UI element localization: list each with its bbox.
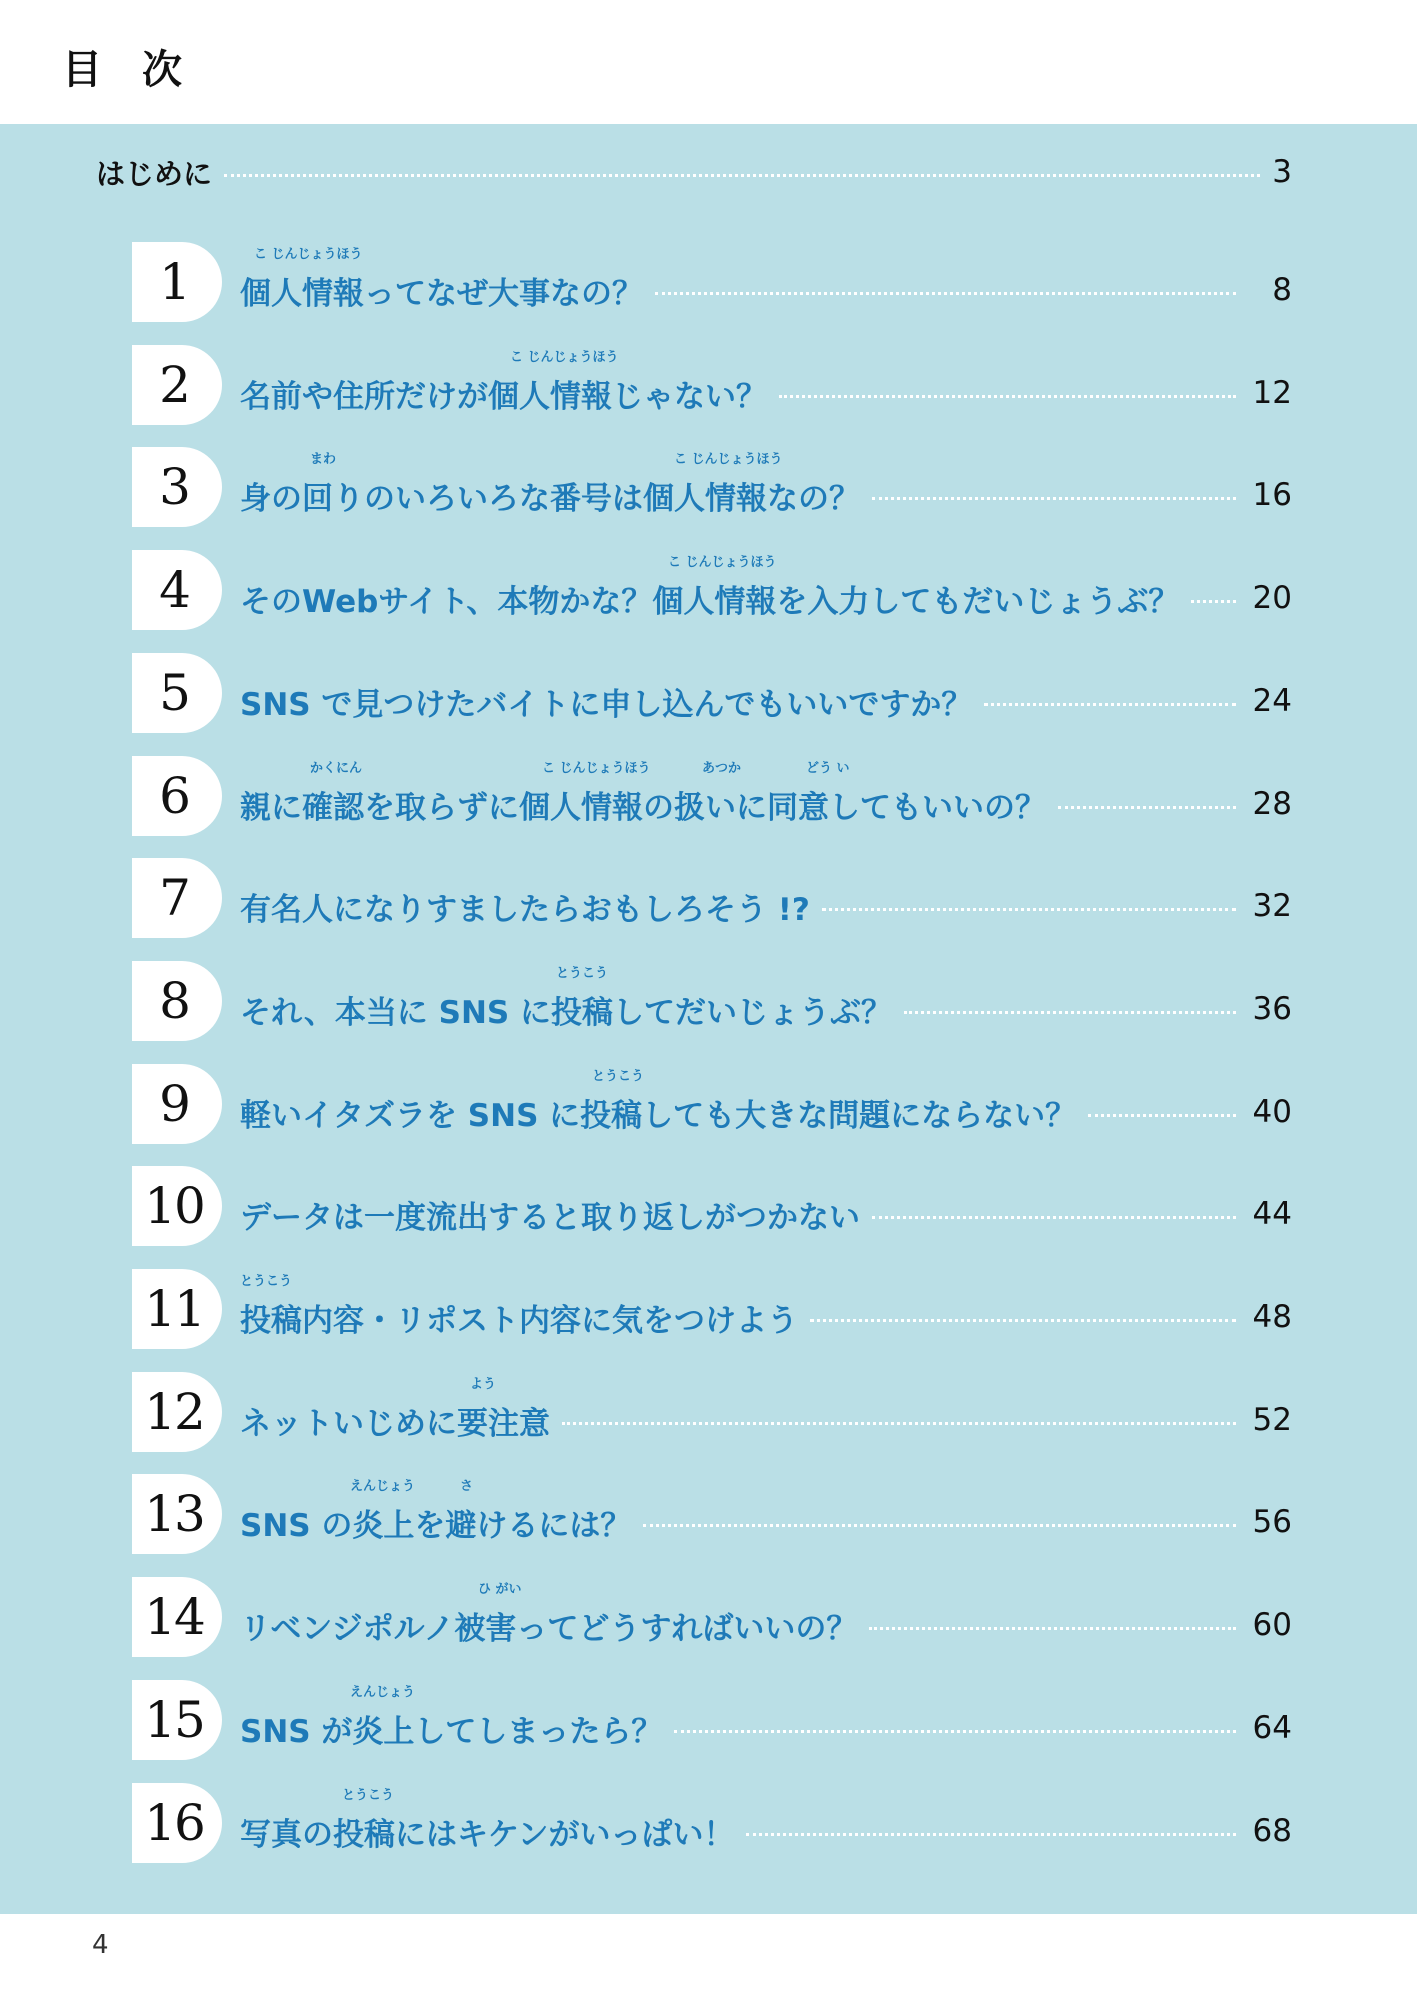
toc-entry[interactable]: [132, 547, 1292, 633]
chapter-number: 6: [159, 767, 189, 825]
chapter-page-number: 20: [1252, 580, 1292, 616]
chapter-number: 7: [159, 869, 189, 927]
furigana: さ: [460, 1479, 474, 1494]
furigana: えんじょう: [350, 1479, 416, 1494]
toc-entry-line: [240, 1092, 1292, 1132]
chapter-number: 12: [144, 1383, 204, 1441]
chapter-title: 有名人になりすましたらおもしろそう !?: [240, 891, 810, 928]
chapter-page-number: 60: [1252, 1607, 1292, 1643]
chapter-number-tab: [132, 447, 222, 527]
chapter-page-number: 8: [1272, 272, 1292, 308]
dotted-leader: [779, 395, 1236, 398]
toc-entry-line: [240, 578, 1292, 618]
furigana: とうこう: [556, 966, 609, 981]
toc-entry-line: [240, 1297, 1292, 1337]
chapter-page-number: 36: [1252, 991, 1292, 1027]
chapter-page-number: 24: [1252, 683, 1292, 719]
toc-entry-line: [240, 1400, 1292, 1440]
toc-entry[interactable]: [132, 342, 1292, 428]
chapter-title: ネットいじめに要注意: [240, 1405, 550, 1442]
furigana: よう: [470, 1377, 497, 1392]
chapter-number-tab: [132, 756, 222, 836]
chapter-title: SNS で見つけたバイトに申し込んでもいいですか？: [240, 686, 973, 723]
furigana: どう い: [806, 761, 850, 776]
toc-entry[interactable]: [132, 239, 1292, 325]
chapter-number-tab: [132, 653, 222, 733]
chapter-page-number: 56: [1252, 1504, 1292, 1540]
furigana: あつか: [702, 761, 742, 776]
dotted-leader: [1191, 600, 1236, 603]
toc-entry-line: [240, 681, 1292, 721]
toc-entry-line: [240, 475, 1292, 515]
chapter-number: 5: [159, 664, 189, 722]
dotted-leader: [822, 908, 1236, 911]
intro-label: はじめに: [96, 156, 213, 191]
chapter-title: データは一度流出すると取り返しがつかない: [240, 1199, 860, 1236]
toc-entry-line: [240, 373, 1292, 413]
chapter-title: 写真の投稿にはキケンがいっぱい！: [240, 1816, 735, 1853]
chapter-title: 親に確認を取らずに個人情報の扱いに同意してもいいの？: [240, 789, 1046, 826]
chapter-number-tab: [132, 961, 222, 1041]
chapter-number: 16: [144, 1794, 204, 1852]
page-number: 4: [92, 1930, 109, 1960]
toc-entry-line: [240, 989, 1292, 1029]
chapter-title: 名前や住所だけが個人情報じゃない？: [240, 378, 767, 415]
furigana: こ じんじょうほう: [674, 452, 783, 467]
furigana: えんじょう: [350, 1685, 416, 1700]
furigana: ひ がい: [478, 1582, 522, 1597]
toc-entry-line: [240, 1605, 1292, 1645]
furigana: とうこう: [592, 1069, 645, 1084]
furigana: とうこう: [342, 1788, 395, 1803]
chapter-number: 9: [159, 1075, 189, 1133]
chapter-title: 個人情報ってなぜ大事なの？: [240, 275, 643, 312]
dotted-leader: [872, 1216, 1236, 1219]
toc-entry-line: [240, 1194, 1292, 1234]
toc-entry-line: [240, 886, 1292, 926]
dotted-leader: [1058, 806, 1236, 809]
chapter-page-number: 64: [1252, 1710, 1292, 1746]
chapter-number: 13: [144, 1485, 204, 1543]
chapter-number: 2: [159, 356, 189, 414]
toc-entry[interactable]: [132, 1780, 1292, 1866]
toc-entry-line: [240, 270, 1292, 310]
toc-entry-line: [240, 1708, 1292, 1748]
chapter-title: それ、本当に SNS に投稿してだいじょうぶ？: [240, 994, 893, 1031]
dotted-leader: [1088, 1114, 1236, 1117]
furigana: こ じんじょうほう: [254, 247, 363, 262]
toc-intro-row[interactable]: [96, 152, 1292, 192]
chapter-page-number: 48: [1252, 1299, 1292, 1335]
page-title: 目 次: [62, 47, 182, 93]
toc-entry-line: [240, 1502, 1292, 1542]
dotted-leader: [643, 1524, 1236, 1527]
furigana: かくにん: [310, 761, 363, 776]
chapter-page-number: 28: [1252, 786, 1292, 822]
chapter-title: 軽いイタズラを SNS に投稿しても大きな問題にならない？: [240, 1097, 1077, 1134]
chapter-page-number: 16: [1252, 477, 1292, 513]
chapter-number: 4: [159, 561, 189, 619]
chapter-title: 投稿内容・リポスト内容に気をつけよう: [240, 1302, 798, 1339]
chapter-page-number: 12: [1252, 375, 1292, 411]
chapter-number: 8: [159, 972, 189, 1030]
dotted-leader: [904, 1011, 1236, 1014]
chapter-title: リベンジポルノ被害ってどうすればいいの？: [240, 1610, 858, 1647]
chapter-number: 15: [144, 1691, 204, 1749]
chapter-number-tab: [132, 858, 222, 938]
chapter-number-tab: [132, 1577, 222, 1657]
dotted-leader: [562, 1422, 1236, 1425]
dotted-leader: [869, 1627, 1236, 1630]
furigana: こ じんじょうほう: [510, 350, 619, 365]
chapter-number-tab: [132, 1064, 222, 1144]
dotted-leader: [655, 292, 1236, 295]
dotted-leader: [746, 1833, 1236, 1836]
toc-entry-line: [240, 784, 1292, 824]
chapter-number-tab: [132, 1474, 222, 1554]
toc-entry[interactable]: [132, 650, 1292, 736]
dotted-leader: [872, 497, 1236, 500]
chapter-page-number: 40: [1252, 1094, 1292, 1130]
dotted-leader: [674, 1730, 1236, 1733]
chapter-number: 14: [144, 1588, 204, 1646]
chapter-number-tab: [132, 1680, 222, 1760]
chapter-number: 3: [159, 458, 189, 516]
toc-entry[interactable]: [132, 1369, 1292, 1455]
chapter-title: そのWebサイト、本物かな？個人情報を入力してもだいじょうぶ？: [240, 583, 1180, 620]
chapter-number: 1: [159, 253, 189, 311]
toc-entry[interactable]: [132, 1266, 1292, 1352]
dotted-leader: [224, 174, 1260, 177]
chapter-number-tab: [132, 1166, 222, 1246]
toc-entry-line: [240, 1811, 1292, 1851]
chapter-number: 10: [144, 1177, 204, 1235]
toc-entry[interactable]: [132, 444, 1292, 530]
chapter-title: SNS の炎上を避けるには？: [240, 1507, 632, 1544]
furigana: こ じんじょうほう: [542, 761, 651, 776]
chapter-number-tab: [132, 242, 222, 322]
furigana: こ じんじょうほう: [668, 555, 777, 570]
chapter-page-number: 52: [1252, 1402, 1292, 1438]
toc-entry[interactable]: [132, 958, 1292, 1044]
toc-entry[interactable]: [132, 855, 1292, 941]
chapter-number-tab: [132, 345, 222, 425]
dotted-leader: [810, 1319, 1236, 1322]
chapter-number-tab: [132, 1269, 222, 1349]
toc-entry[interactable]: [132, 1061, 1292, 1147]
furigana: まわ: [310, 452, 337, 467]
chapter-title: 身の回りのいろいろな番号は個人情報なの？: [240, 480, 860, 517]
dotted-leader: [984, 703, 1236, 706]
toc-entry[interactable]: [132, 1677, 1292, 1763]
chapter-number-tab: [132, 550, 222, 630]
toc-entry[interactable]: [132, 1163, 1292, 1249]
toc-entry[interactable]: [132, 1471, 1292, 1557]
chapter-page-number: 32: [1252, 888, 1292, 924]
chapter-title: SNS が炎上してしまったら？: [240, 1713, 663, 1750]
toc-entry[interactable]: [132, 1574, 1292, 1660]
chapter-page-number: 68: [1252, 1813, 1292, 1849]
toc-entry[interactable]: [132, 753, 1292, 839]
intro-page-number: 3: [1272, 154, 1292, 190]
chapter-page-number: 44: [1252, 1196, 1292, 1232]
chapter-number-tab: [132, 1783, 222, 1863]
chapter-number-tab: [132, 1372, 222, 1452]
chapter-number: 11: [144, 1280, 204, 1338]
furigana: とうこう: [240, 1274, 293, 1289]
